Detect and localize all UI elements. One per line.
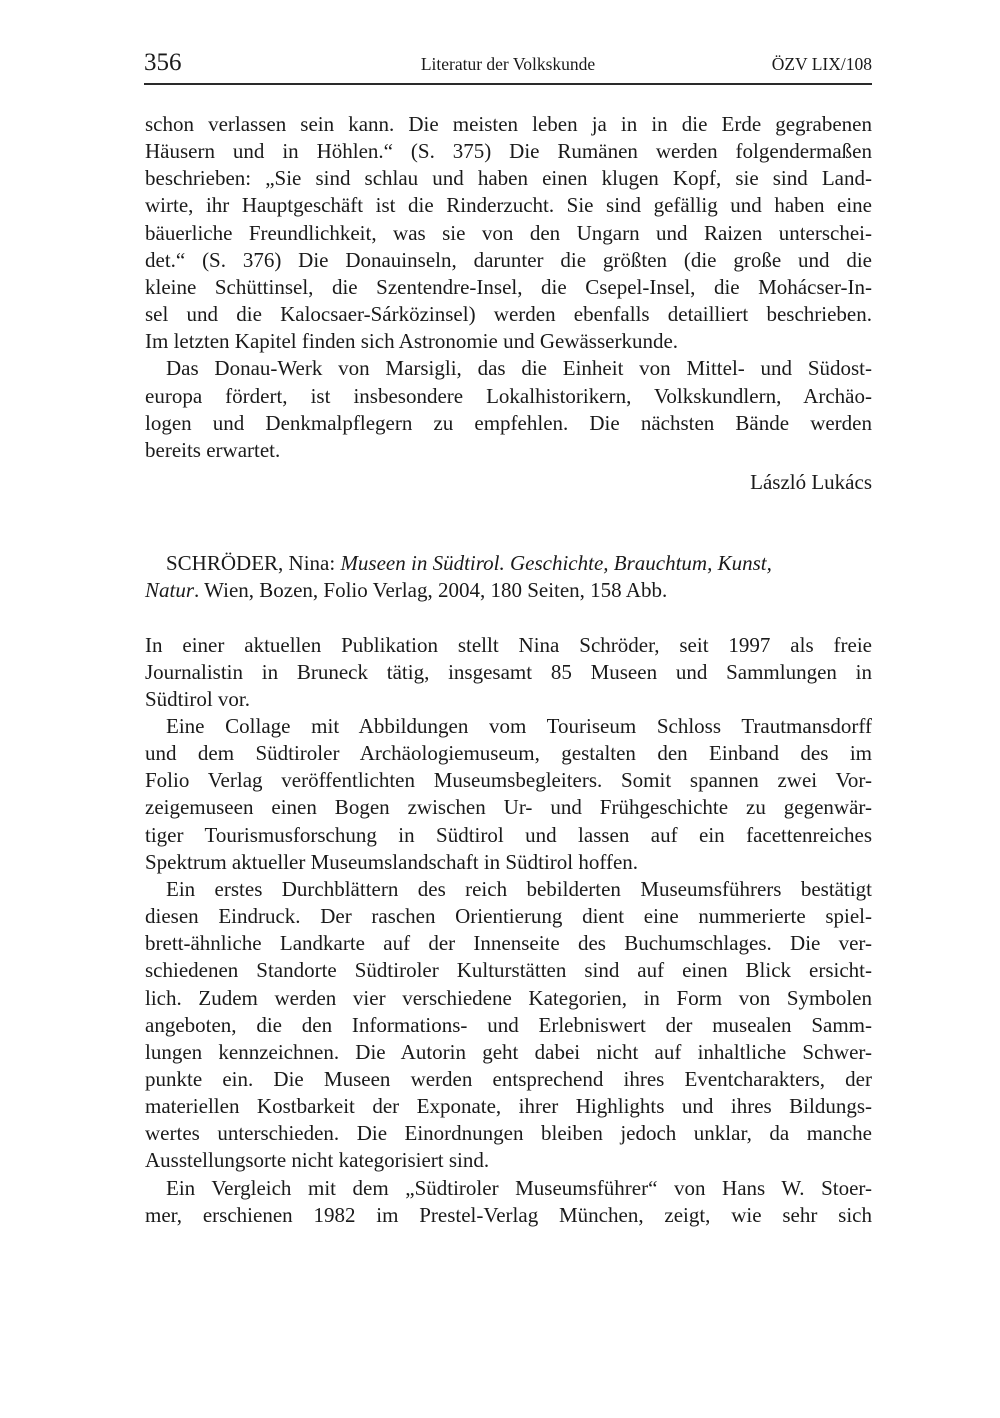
text-line: beschrieben: „Sie sind schlau und haben einen klugen Kopf, sie sind Land- (145, 166, 872, 191)
text-line: europa fördert, ist insbesondere Lokalhistorikern, Volkskundlern, Archäo- (145, 383, 872, 408)
text-line: zeigemuseen einen Bogen zwischen Ur- und Frühgeschichte zu gegenwär- (145, 795, 872, 820)
previous-review-paragraph (145, 111, 872, 355)
text-line: brett-ähnliche Landkarte auf der Innenseite des Buchumschlages. Die ver- (145, 931, 872, 956)
text-line: Ausstellungsorte nicht kategorisiert sind. (145, 1148, 490, 1173)
publication-details: . Wien, Bozen, Folio Verlag, 2004, 180 Seiten, 158 Abb. (194, 578, 668, 603)
page-body (145, 111, 872, 1229)
text-line: punkte ein. Die Museen werden entsprechend ihres Eventcharakters, der (145, 1067, 872, 1091)
text-line: Ein erstes Durchblättern des reich bebilderten Museumsführers bestätigt (166, 876, 872, 901)
text-line: Häusern und in Höhlen.“ (S. 375) Die Rumänen werden folgendermaßen (145, 139, 872, 164)
text-line: Folio Verlag veröffentlichten Museumsbegleiters. Somit spannen zwei Vor- (145, 768, 872, 793)
text-line: wertes unterschieden. Die Einordnungen bleiben jedoch unklar, da manche (145, 1121, 872, 1146)
book-author: SCHRÖDER, Nina: (166, 551, 336, 576)
review-paragraph (145, 713, 872, 876)
text-line: angeboten, die den Informations- und Erlebniswert der musealen Samm- (145, 1012, 872, 1037)
header-rule (144, 83, 872, 85)
text-line: mer, erschienen 1982 im Prestel-Verlag München, zeigt, wie sehr sich (145, 1202, 872, 1227)
text-line: Eine Collage mit Abbildungen vom Touriseum Schloss Trautmansdorff (166, 713, 872, 738)
review-paragraph (145, 1175, 872, 1229)
reviewer-name: László Lukács (750, 470, 872, 495)
previous-review-paragraph-2 (145, 355, 872, 464)
bibliographic-entry (145, 550, 872, 604)
text-line: Im letzten Kapitel finden sich Astronomie und Gewässerkunde. (145, 329, 679, 354)
book-title-continued: Natur (145, 578, 195, 603)
text-line: Südtirol vor. (145, 686, 251, 711)
text-line: Journalistin in Bruneck tätig, insgesamt 85 Museen und Sammlungen in (145, 659, 872, 684)
text-line: bereits erwartet. (145, 437, 281, 462)
text-line: materiellen Kostbarkeit der Exponate, ihrer Highlights und ihres Bildungs- (145, 1094, 872, 1119)
text-line: schiedenen Standorte Südtiroler Kulturstätten sind auf einen Blick ersicht- (145, 958, 872, 983)
review-paragraph (145, 632, 872, 713)
review-paragraph (145, 876, 872, 1175)
running-title: Literatur der Volkskunde (420, 54, 596, 74)
text-line: logen und Denkmalpflegern zu empfehlen. Die nächsten Bände werden (145, 410, 872, 435)
text-line: schon verlassen sein kann. Die meisten leben ja in in die Erde gegrabenen (145, 112, 872, 136)
text-line: diesen Eindruck. Der raschen Orientierung dient eine nummerierte spiel- (145, 904, 872, 929)
page-header (144, 48, 872, 82)
text-line: bäuerliche Freundlichkeit, was sie von den Ungarn und Raizen unterschei- (145, 220, 872, 245)
reviewer-signature (145, 469, 872, 496)
page-number: 356 (144, 49, 182, 76)
book-title: Museen in Südtirol. Geschichte, Brauchtum, Kunst, (340, 551, 772, 576)
text-line: wirte, ihr Hauptgeschäft ist die Rinderzucht. Sie sind gefällig und haben eine (145, 193, 872, 218)
text-line: Ein Vergleich mit dem „Südtiroler Museumsführer“ von Hans W. Stoer- (166, 1175, 872, 1200)
text-line: Das Donau-Werk von Marsigli, das die Einheit von Mittel- und Südost- (166, 356, 872, 381)
text-line: und dem Südtiroler Archäologiemuseum, gestalten den Einband des im (145, 741, 872, 766)
text-line: In einer aktuellen Publikation stellt Nina Schröder, seit 1997 als freie (145, 632, 872, 657)
text-line: Spektrum aktueller Museumslandschaft in Südtirol hoffen. (145, 849, 639, 874)
text-line: kleine Schüttinsel, die Szentendre-Insel, die Csepel-Insel, die Mohácser-In- (145, 274, 872, 299)
journal-volume: ÖZV LIX/108 (771, 54, 872, 74)
text-line: sel und die Kalocsaer-Sárközinsel) werden ebenfalls detailliert beschrieben. (145, 302, 872, 327)
text-line: det.“ (S. 376) Die Donauinseln, darunter die größten (die große und die (145, 247, 872, 272)
text-line: lungen kennzeichnen. Die Autorin geht dabei nicht auf inhaltliche Schwer- (145, 1039, 872, 1064)
text-line: lich. Zudem werden vier verschiedene Kategorien, in Form von Symbolen (145, 985, 872, 1010)
text-line: tiger Tourismusforschung in Südtirol und lassen auf ein facettenreiches (145, 822, 872, 847)
